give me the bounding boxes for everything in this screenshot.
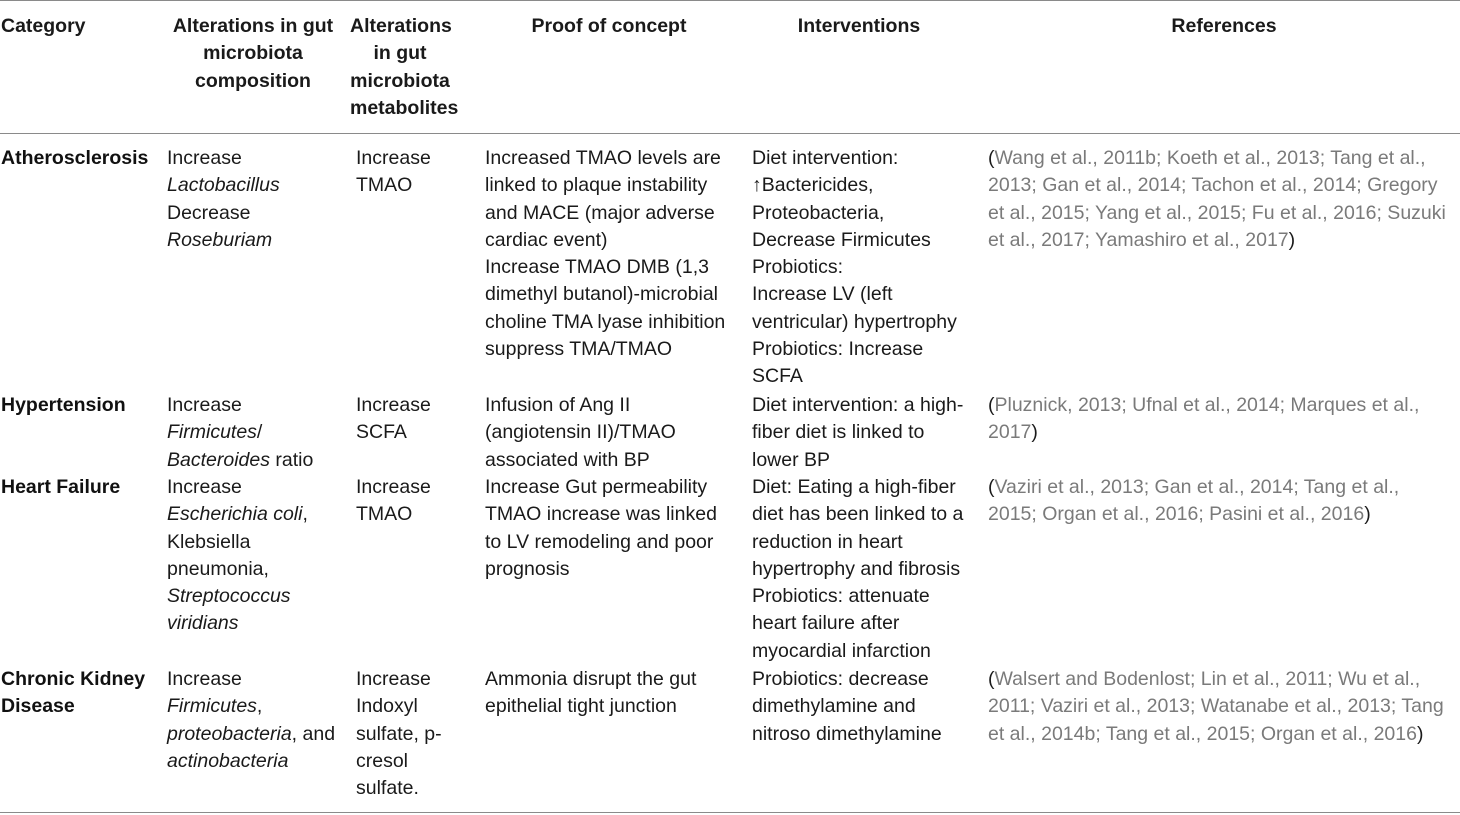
interventions-line: Diet: Eating a high-fiber <box>752 476 956 498</box>
composition-line: proteobacteria, and <box>167 722 336 745</box>
composition-line: Firmicutes/ <box>167 421 263 444</box>
metabolites-cell <box>356 145 431 200</box>
composition-line: Decrease <box>167 201 251 224</box>
proof-line: and MACE (major adverse <box>485 201 715 224</box>
metabolites-line: Indoxyl <box>356 695 418 718</box>
reference-line: et al., 2017; Yamashiro et al., 2017) <box>988 228 1296 251</box>
proof-line: linked to plaque instability <box>485 174 708 197</box>
proof-line: choline TMA lyase inhibition <box>485 310 726 333</box>
proof-line: Infusion of Ang II <box>485 394 631 416</box>
interventions-cell <box>752 392 963 474</box>
metabolites-line: SCFA <box>356 421 407 444</box>
composition-cell <box>167 392 313 474</box>
interventions-line: Probiotics: attenuate <box>752 585 930 608</box>
metabolites-line: TMAO <box>356 503 413 526</box>
interventions-line: ↑Bactericides, <box>752 174 874 197</box>
category-line: Hypertension <box>1 394 126 416</box>
reference-line: (Pluznick, 2013; Ufnal et al., 2014; Marques et al., <box>988 394 1420 416</box>
interventions-line: Diet intervention: a high- <box>752 394 964 416</box>
proof-line: Ammonia disrupt the gut <box>485 668 697 690</box>
category-line: Disease <box>1 695 75 718</box>
category-line: Atherosclerosis <box>1 147 149 169</box>
reference-line: (Walsert and Bodenlost; Lin et al., 2011; Wu et al., <box>988 668 1421 690</box>
proof-line: cardiac event) <box>485 228 608 251</box>
proof-line: TMAO increase was linked <box>485 503 717 526</box>
category-cell <box>1 474 120 501</box>
category-line: Chronic Kidney <box>1 668 146 690</box>
metabolites-line: Increase <box>356 394 431 416</box>
category-cell <box>1 666 145 721</box>
interventions-line: reduction in heart <box>752 530 903 553</box>
interventions-line: Decrease Firmicutes <box>752 228 931 251</box>
composition-line: Increase <box>167 394 242 416</box>
proof-line: Increase Gut permeability <box>485 476 708 498</box>
composition-line: Escherichia coli, <box>167 503 308 526</box>
interventions-line: myocardial infarction <box>752 639 931 662</box>
metabolites-cell <box>356 666 442 802</box>
header-bottom-rule <box>0 133 1460 134</box>
interventions-line: dimethylamine and <box>752 695 916 718</box>
category-cell <box>1 145 148 172</box>
table-top-rule <box>0 0 1460 1</box>
metabolites-line: cresol <box>356 749 409 772</box>
interventions-line: ventricular) hypertrophy <box>752 310 957 333</box>
proof-line: prognosis <box>485 557 570 580</box>
interventions-line: Probiotics: Increase <box>752 338 924 361</box>
metabolites-line: TMAO <box>356 174 413 197</box>
reference-line: 2015; Organ et al., 2016; Pasini et al., 2016) <box>988 503 1371 526</box>
interventions-line: fiber diet is linked to <box>752 421 925 444</box>
table-bottom-rule <box>0 812 1460 813</box>
composition-line: Firmicutes, <box>167 695 263 718</box>
composition-line: Klebsiella <box>167 530 251 553</box>
proof-cell <box>485 392 676 474</box>
header-interventions: Interventions <box>797 15 921 37</box>
metabolites-line: Increase <box>356 476 431 498</box>
composition-line: Streptococcus <box>167 585 291 608</box>
metabolites-line: Increase <box>356 668 431 690</box>
interventions-line: lower BP <box>752 448 831 471</box>
metabolites-cell <box>356 392 431 447</box>
proof-line: associated with BP <box>485 448 650 471</box>
composition-line: Lactobacillus <box>167 174 280 197</box>
interventions-cell <box>752 145 957 391</box>
interventions-line: nitroso dimethylamine <box>752 722 942 745</box>
metabolites-line: sulfate, p- <box>356 722 442 745</box>
reference-line: 2011; Vaziri et al., 2013; Watanabe et al., 2013; Tang <box>988 695 1444 718</box>
header-composition: Alterations in gut microbiota composition <box>172 15 334 92</box>
composition-cell <box>167 666 335 775</box>
composition-line: Increase <box>167 476 242 498</box>
category-line: Heart Failure <box>1 476 121 498</box>
reference-line: et al., 2015; Yang et al., 2015; Fu et al., 2016; Suzuki <box>988 201 1446 224</box>
references-cell <box>988 666 1444 748</box>
header-category: Category <box>1 15 86 37</box>
reference-line: (Vaziri et al., 2013; Gan et al., 2014; Tang et al., <box>988 476 1400 498</box>
proof-line: Increased TMAO levels are <box>485 147 721 169</box>
reference-line: 2017) <box>988 421 1038 444</box>
proof-cell <box>485 666 696 721</box>
composition-line: pneumonia, <box>167 557 269 580</box>
proof-line: (angiotensin II)/TMAO <box>485 421 676 444</box>
reference-line: et al., 2014b; Tang et al., 2015; Organ et al., 2016) <box>988 722 1424 745</box>
proof-line: epithelial tight junction <box>485 695 677 718</box>
composition-cell <box>167 145 280 254</box>
composition-line: viridians <box>167 612 239 635</box>
composition-line: actinobacteria <box>167 749 289 772</box>
reference-line: (Wang et al., 2011b; Koeth et al., 2013; Tang et al., <box>988 147 1426 169</box>
proof-cell <box>485 474 717 583</box>
composition-cell <box>167 474 308 638</box>
composition-line: Bacteroides ratio <box>167 448 314 471</box>
header-metabolites: Alterations in gut microbiota metabolites <box>350 15 459 119</box>
interventions-line: Probiotics: decrease <box>752 668 929 690</box>
interventions-line: Probiotics: <box>752 256 844 279</box>
proof-line: Increase TMAO DMB (1,3 <box>485 256 709 279</box>
interventions-line: diet has been linked to a <box>752 503 964 526</box>
category-cell <box>1 392 126 419</box>
proof-line: suppress TMA/TMAO <box>485 338 673 361</box>
header-references: References <box>1171 15 1277 37</box>
metabolites-cell <box>356 474 431 529</box>
references-cell <box>988 474 1399 529</box>
metabolites-line: sulfate. <box>356 777 419 800</box>
interventions-line: Diet intervention: <box>752 147 899 169</box>
interventions-line: SCFA <box>752 365 803 388</box>
reference-line: 2013; Gan et al., 2014; Tachon et al., 2014; Gregory <box>988 174 1438 197</box>
composition-line: Roseburiam <box>167 228 273 251</box>
composition-line: Increase <box>167 147 242 169</box>
interventions-line: Increase LV (left <box>752 283 893 306</box>
interventions-line: hypertrophy and fibrosis <box>752 557 961 580</box>
metabolites-line: Increase <box>356 147 431 169</box>
references-cell <box>988 145 1446 254</box>
proof-line: to LV remodeling and poor <box>485 530 714 553</box>
proof-line: dimethyl butanol)-microbial <box>485 283 719 306</box>
proof-cell <box>485 145 725 363</box>
interventions-line: Proteobacteria, <box>752 201 885 224</box>
interventions-line: heart failure after <box>752 612 900 635</box>
interventions-cell <box>752 666 942 748</box>
composition-line: Increase <box>167 668 242 690</box>
header-proof: Proof of concept <box>531 15 687 37</box>
interventions-cell <box>752 474 963 665</box>
references-cell <box>988 392 1419 447</box>
